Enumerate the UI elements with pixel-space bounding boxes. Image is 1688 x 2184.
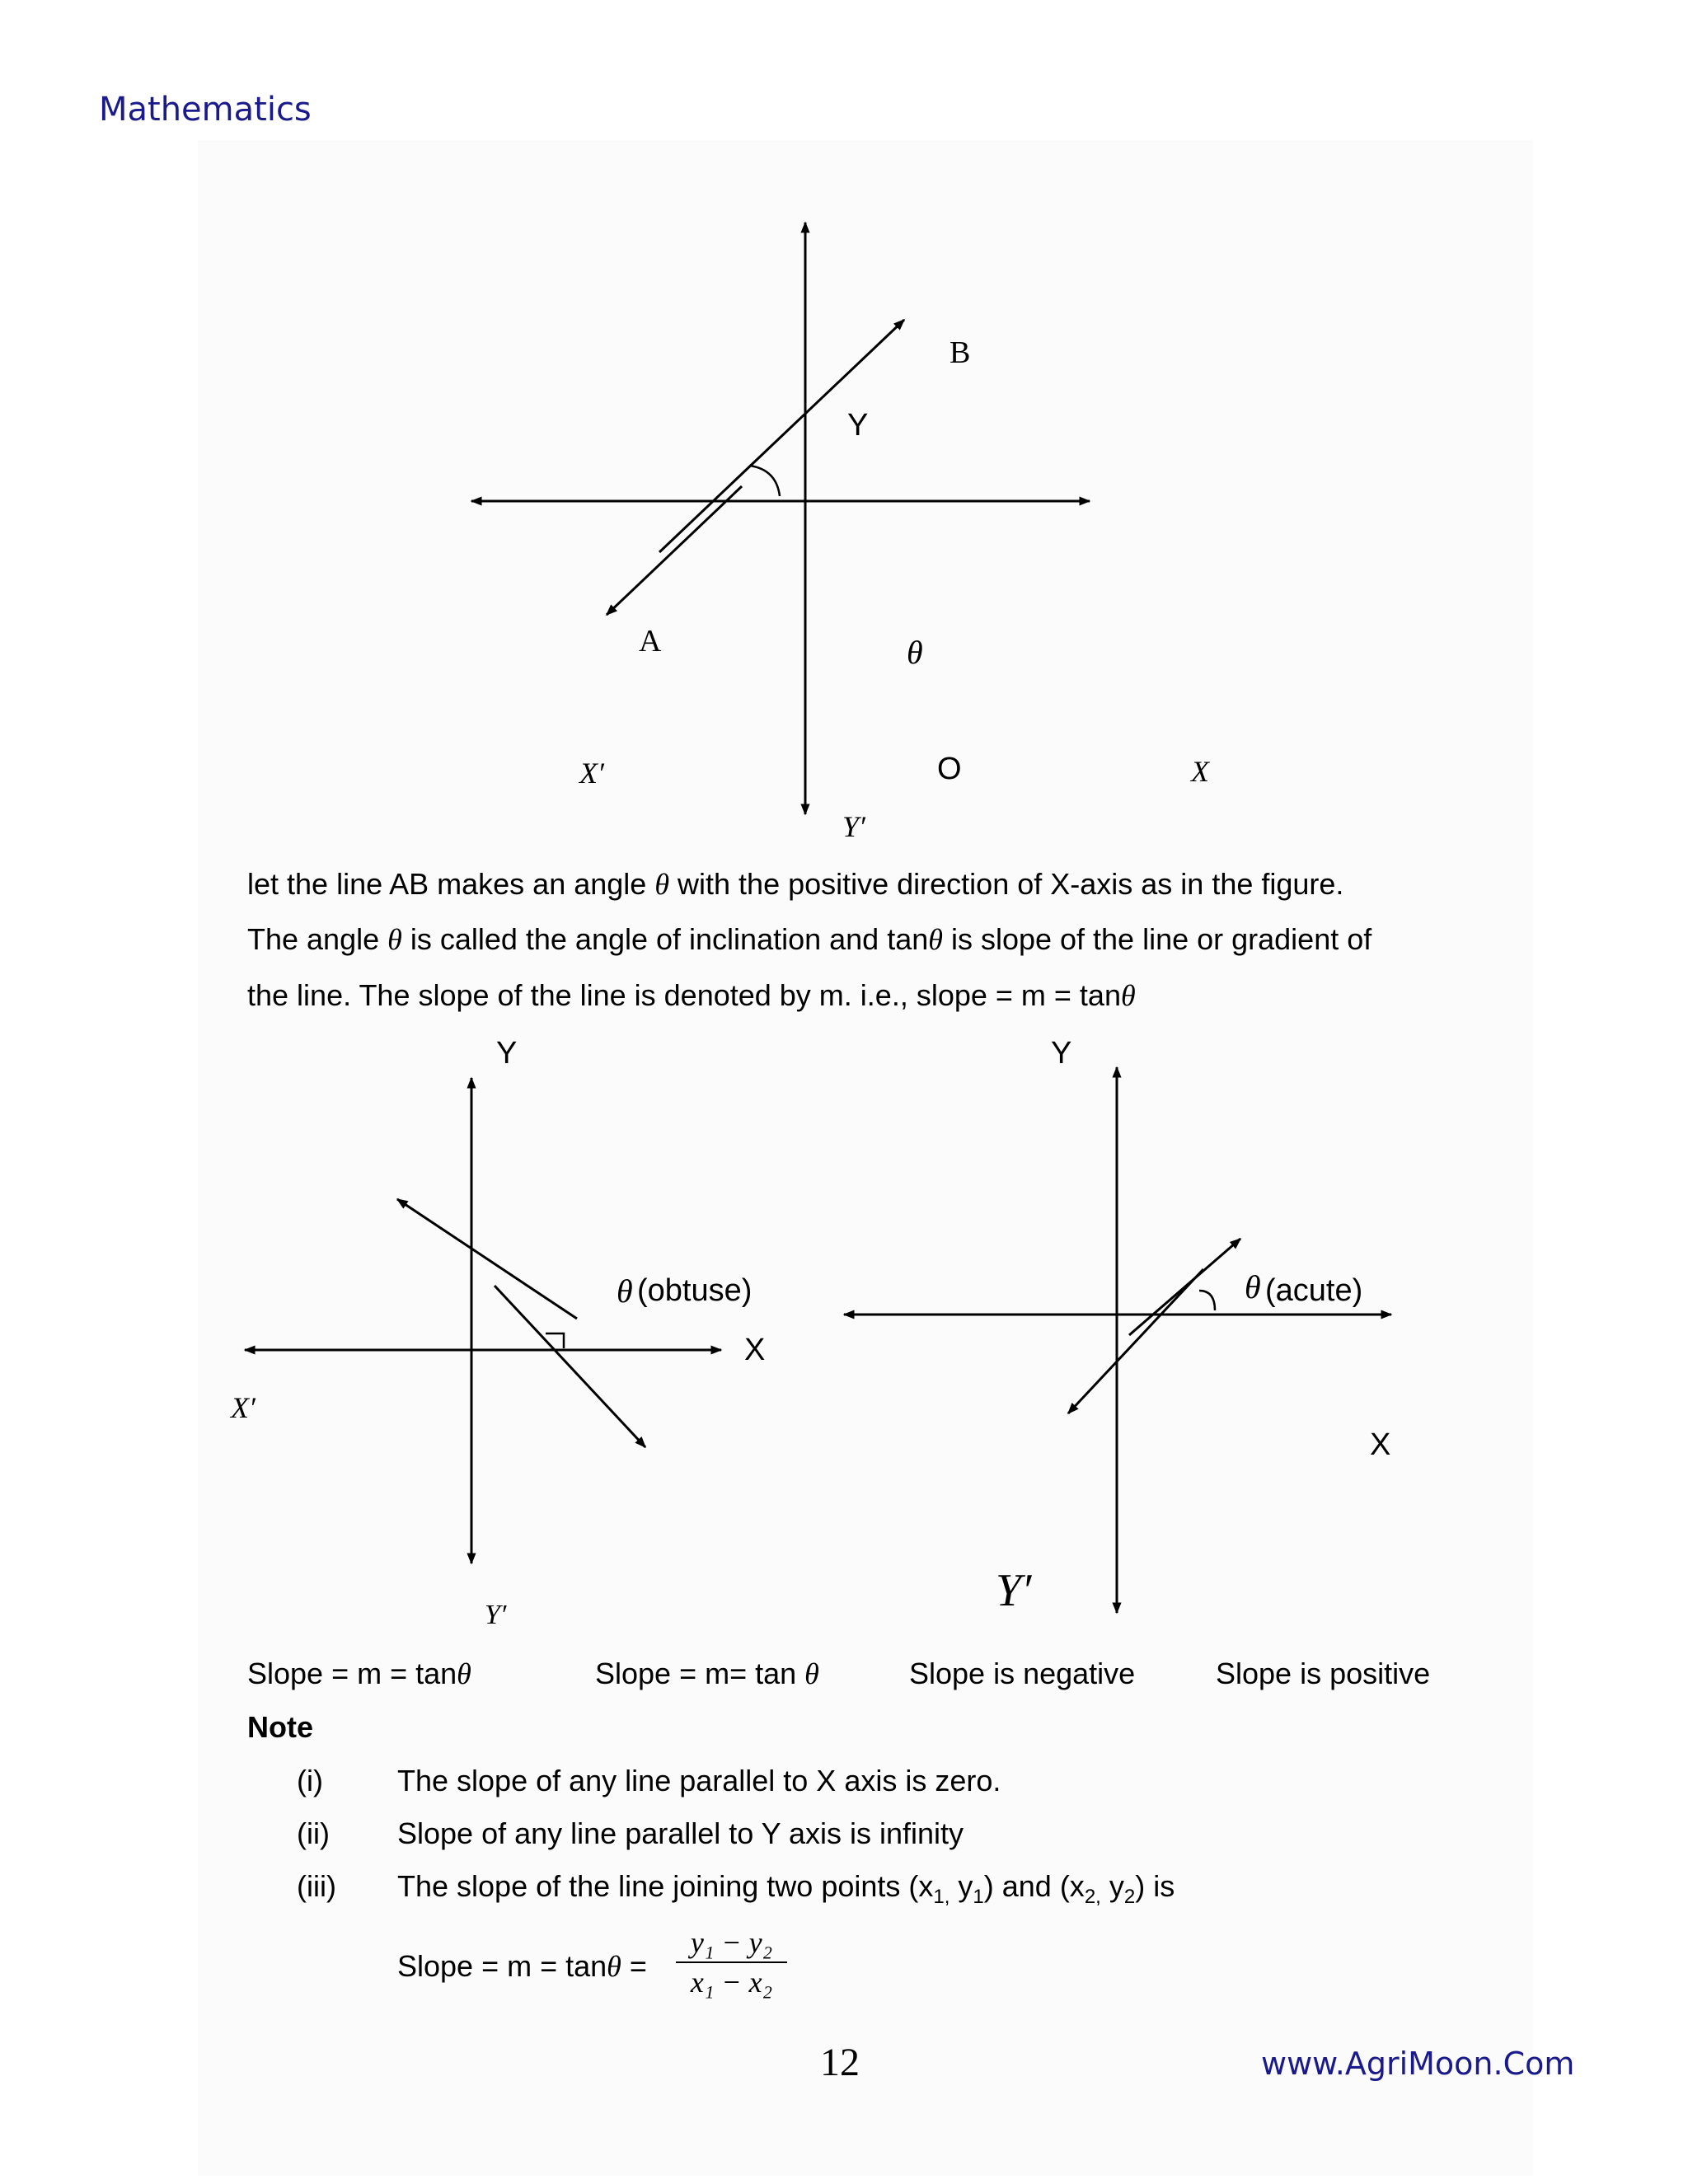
note-title: Note [247, 1710, 313, 1744]
note-text-part: ) and (x [983, 1869, 1085, 1903]
fig1-label-theta: θ [907, 634, 923, 671]
fig2-line-down [495, 1286, 645, 1447]
fig3-label-y: Y [1051, 1036, 1072, 1071]
paragraph-text: The angle [247, 922, 388, 956]
caption-slope-negative: Slope is negative [909, 1657, 1136, 1690]
fig2-angle-arc [546, 1333, 564, 1348]
fig2-label-y-neg: Y′ [485, 1600, 507, 1630]
figure-2-obtuse [229, 1036, 765, 1630]
caption-text: Slope = m= tan [595, 1657, 805, 1690]
theta-symbol: θ [457, 1657, 471, 1690]
formula-label [397, 1949, 647, 1984]
paragraph-line-2 [247, 922, 1372, 956]
figure-1-inclination [471, 223, 1211, 843]
subscript: 2, [1084, 1886, 1101, 1909]
caption-slope-2 [595, 1657, 819, 1691]
fig1-label-y: Y [847, 408, 869, 443]
caption-text: Slope = m = tan [247, 1657, 457, 1690]
subscript: 1, [933, 1886, 950, 1909]
fig3-label-y-neg: Y′ [996, 1565, 1032, 1616]
note-text-part: y [950, 1869, 973, 1903]
fig1-label-x: X [1191, 755, 1209, 788]
fig1-line-ab-down [607, 486, 742, 615]
note-item-number: (iii) [297, 1869, 336, 1903]
fraction-bar [676, 1961, 787, 1963]
theta-symbol: θ [387, 923, 402, 956]
theta-symbol: θ [1120, 979, 1136, 1012]
paragraph-text: let the line AB makes an angle [247, 867, 655, 901]
fig2-label-y: Y [496, 1036, 518, 1071]
footer-link[interactable]: www.AgriMoon.Com [1261, 2046, 1575, 2082]
fig2-line-up [397, 1199, 577, 1319]
fig2-label-obtuse: (obtuse) [637, 1273, 753, 1308]
theta-symbol: θ [804, 1657, 819, 1690]
fig2-label-x: X [744, 1333, 766, 1367]
paragraph-line-3 [247, 978, 1136, 1012]
fig3-label-theta: θ [1245, 1268, 1261, 1305]
note-item-text [397, 1869, 1175, 1909]
note-item-text: Slope of any line parallel to Y axis is infinity [397, 1816, 964, 1850]
note-text-part: The slope of the line joining two points (x [397, 1869, 934, 1903]
fig1-angle-arc [750, 466, 780, 496]
fig3-line-up [1129, 1239, 1240, 1335]
fig3-label-acute: (acute) [1265, 1273, 1363, 1308]
slope-fraction [676, 1925, 787, 1999]
note-item-number: (i) [297, 1764, 323, 1797]
subscript: 1 [973, 1886, 984, 1909]
fraction-denominator: x₁ − x₂ [690, 1966, 773, 1999]
paragraph-text: is called the angle of inclination and tan [401, 922, 929, 956]
paragraph-text: is slope of the line or gradient of [942, 922, 1372, 956]
paragraph-line-1 [247, 869, 1343, 899]
caption-slope-positive: Slope is positive [1216, 1657, 1431, 1690]
fig3-label-x: X [1370, 1427, 1391, 1462]
figure-3-acute [844, 1036, 1391, 1616]
note-item-text: The slope of any line parallel to X axis is zero. [397, 1764, 1001, 1797]
fraction-numerator: y₁ − y₂ [690, 1926, 773, 1959]
fig1-label-x-neg: X′ [579, 757, 604, 790]
formula-text: Slope = m = tan [397, 1949, 607, 1983]
subscript: 2 [1123, 1886, 1136, 1909]
fig1-label-y-neg: Y′ [842, 810, 865, 843]
theta-symbol: θ [928, 923, 943, 956]
fig1-label-a: A [639, 624, 662, 658]
fig2-label-theta: θ [617, 1272, 633, 1310]
fig1-label-o: O [937, 752, 962, 786]
paragraph-text: the line. The slope of the line is denoted by m. i.e., slope = m = tan [247, 978, 1121, 1012]
formula-equals: = [621, 1949, 647, 1983]
caption-slope-1 [247, 1657, 471, 1691]
note-text-part: y [1100, 1869, 1124, 1903]
page-number: 12 [820, 2041, 860, 2084]
theta-symbol: θ [654, 868, 670, 901]
note-item-number: (ii) [297, 1816, 330, 1850]
note-text-part: ) is [1135, 1869, 1175, 1903]
theta-symbol: θ [607, 1950, 621, 1983]
fig2-label-x-neg: X′ [231, 1391, 256, 1424]
fig1-label-b: B [950, 335, 971, 370]
header-title: Mathematics [99, 91, 312, 129]
fig3-line-down [1068, 1269, 1203, 1413]
paragraph-text: with the positive direction of X-axis as in the figure. [669, 867, 1344, 901]
fig3-angle-arc [1199, 1291, 1215, 1310]
